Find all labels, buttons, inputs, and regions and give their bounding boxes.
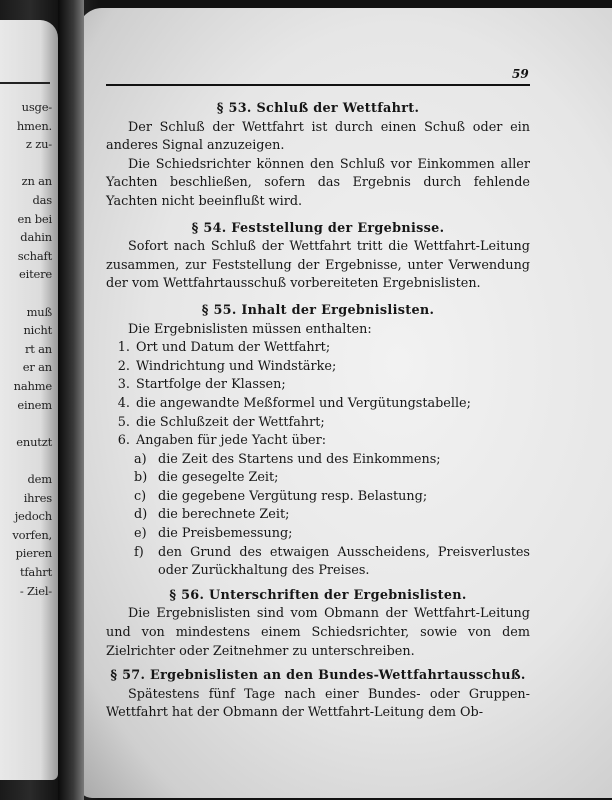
left-fragment-line: ihres — [23, 490, 52, 505]
paragraph: Die Schiedsrichter können den Schluß vor Einkommen aller Yachten beschließen, sofern das Ergebnis durch fehlende Yachten nicht beeinflußt wird. — [106, 156, 530, 209]
sub-list — [106, 451, 530, 581]
left-fragment-line: en bei — [17, 211, 52, 226]
sub-list-item: b) die gesegelte Zeit; — [134, 470, 279, 486]
section-heading: § 57. Ergebnislisten an den Bundes-Wettfahrtausschuß. — [110, 668, 526, 684]
section-heading: § 56. Unterschriften der Ergebnislisten. — [169, 587, 467, 603]
list-item: 5. die Schlußzeit der Wettfahrt; — [117, 414, 325, 430]
left-fragment-line: enutzt — [16, 434, 52, 449]
left-fragment-line: nahme — [13, 379, 52, 393]
left-fragment-line: usge- — [21, 100, 52, 114]
left-fragment-line: - Ziel- — [19, 583, 52, 598]
left-fragment-line: tfahrt — [19, 565, 52, 579]
list-item: 4. die angewandte Meßformel und Vergütungstabelle; — [117, 395, 471, 411]
book-gutter — [58, 0, 84, 800]
left-fragment-line: jedoch — [14, 509, 52, 524]
left-fragment-line: zn an — [21, 174, 52, 189]
left-fragment-line: dem — [27, 472, 52, 486]
left-fragment-line: schaft — [17, 248, 52, 263]
left-fragment-line: pieren — [15, 546, 52, 561]
left-page-fragment — [0, 20, 58, 780]
left-fragment-line: z zu- — [25, 137, 52, 152]
left-fragment-line: er an — [22, 360, 52, 375]
sub-list-item: d) die berechnete Zeit; — [134, 507, 290, 523]
left-fragment-line: muß — [26, 304, 52, 319]
section-heading: § 53. Schluß der Wettfahrt. — [216, 101, 420, 116]
left-fragment-line: eitere — [18, 267, 52, 282]
paragraph: Die Ergebnislisten müssen enthalten: — [128, 321, 372, 337]
list-item: 6. Angaben für jede Yacht über: — [117, 433, 327, 449]
page-number: 59 — [512, 67, 529, 81]
page-body — [106, 100, 530, 723]
header-rule — [106, 84, 530, 86]
left-fragment-line: einem — [17, 397, 52, 412]
numbered-list — [106, 339, 530, 451]
left-page-rule — [0, 82, 50, 84]
sub-list-item: f) den Grund des etwaigen Ausscheidens, Preisverlustes oder Zurückhaltung des Preises. — [134, 544, 530, 579]
section-heading: § 55. Inhalt der Ergebnislisten. — [201, 302, 435, 318]
left-fragment-line: das — [32, 193, 52, 207]
list-item: 3. Startfolge der Klassen; — [117, 377, 286, 393]
list-item: 2. Windrichtung und Windstärke; — [117, 358, 337, 374]
sub-list-item: e) die Preisbemessung; — [134, 526, 293, 542]
paragraph: Sofort nach Schluß der Wettfahrt tritt die Wettfahrt-Leitung zusammen, zur Feststellung der Ergebnisse, unter Verwendung der vom Wettfahrtausschuß vorbereiteten Ergebnislisten. — [106, 239, 530, 292]
sub-list-item: c) die gegebene Vergütung resp. Belastung; — [134, 488, 428, 504]
sub-list-item: a) die Zeit des Startens und des Einkommens; — [134, 451, 441, 467]
paragraph: Spätestens fünf Tage nach einer Bundes- oder Gruppen-Wettfahrt hat der Obmann der Wettfahrt-Leitung dem Ob- — [106, 686, 530, 721]
left-fragment-line: vorfen, — [12, 527, 52, 542]
paragraph: Der Schluß der Wettfahrt ist durch einen Schuß oder ein anderes Signal anzuzeigen. — [106, 119, 530, 154]
left-fragment-line: dahin — [20, 230, 52, 245]
paragraph: Die Ergebnislisten sind vom Obmann der Wettfahrt-Leitung und von mindestens einem Schiedsrichter, sowie von dem Zielrichter oder Zeitnehmer zu unterschreiben. — [106, 606, 530, 659]
left-fragment-line: rt an — [24, 341, 52, 356]
section-heading: § 54. Feststellung der Ergebnisse. — [191, 220, 445, 236]
left-fragment-line: nicht — [23, 323, 52, 338]
list-item: 1. Ort und Datum der Wettfahrt; — [117, 340, 331, 356]
left-fragment-line: hmen. — [16, 118, 52, 133]
